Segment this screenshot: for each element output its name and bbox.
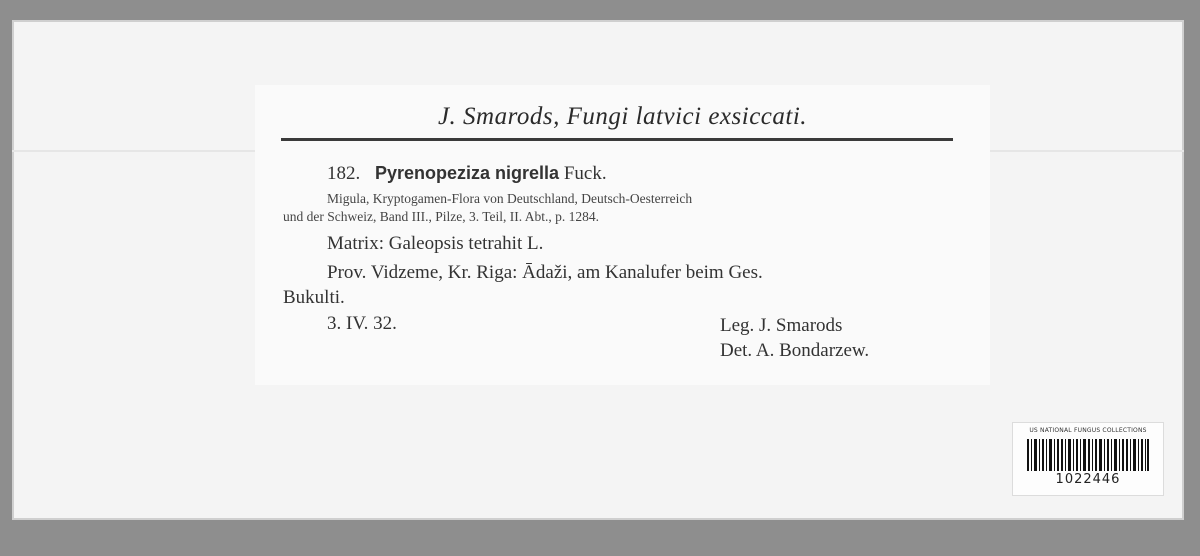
legit-text: Leg. J. Smarods bbox=[720, 315, 843, 336]
literature-reference bbox=[283, 190, 953, 226]
locality-line-2: Bukulti. bbox=[283, 287, 345, 308]
barcode-number: 1022446 bbox=[1055, 472, 1121, 487]
reference-line-1: Migula, Kryptogamen-Flora von Deutschland, Deutsch-Oesterreich bbox=[327, 191, 693, 206]
collector-block bbox=[720, 313, 869, 363]
reference-line-2: und der Schweiz, Band III., Pilze, 3. Teil, II. Abt., p. 1284. bbox=[283, 209, 599, 224]
barcode-label bbox=[1012, 422, 1164, 496]
specimen-label bbox=[255, 85, 990, 385]
barcode-bars bbox=[1027, 439, 1149, 471]
species-name: Pyrenopeziza nigrella bbox=[375, 163, 560, 183]
species-author: Fuck. bbox=[563, 163, 607, 184]
locality bbox=[283, 260, 955, 310]
matrix-text: Matrix: Galeopsis tetrahit L. bbox=[327, 233, 544, 254]
determiner-text: Det. A. Bondarzew. bbox=[720, 340, 870, 361]
locality-line-1: Prov. Vidzeme, Kr. Riga: Ādaži, am Kanalufer beim Ges. bbox=[327, 262, 763, 283]
collection-date: 3. IV. 32. bbox=[327, 313, 397, 334]
barcode-header: US NATIONAL FUNGUS COLLECTIONS bbox=[1029, 427, 1147, 434]
specimen-entry bbox=[327, 163, 607, 185]
title-rule bbox=[281, 138, 953, 141]
specimen-number: 182. bbox=[327, 163, 361, 184]
label-title: J. Smarods, Fungi latvici exsiccati. bbox=[437, 103, 808, 130]
